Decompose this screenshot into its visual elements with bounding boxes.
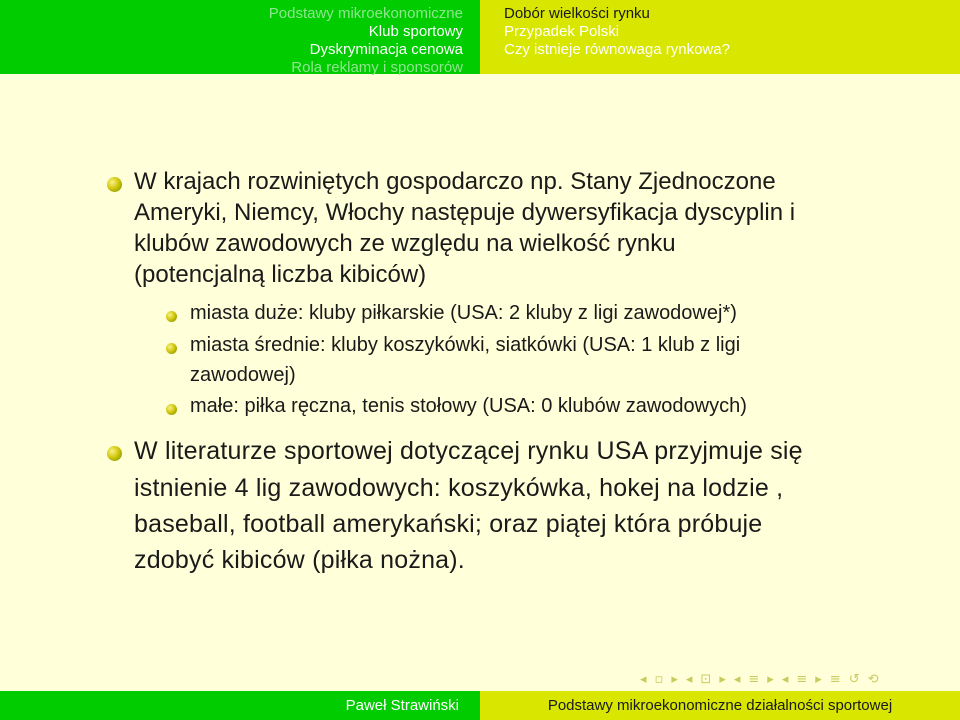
- bullet2-line: zdobyć kibiców (piłka nożna).: [134, 546, 465, 574]
- nav-section-icon[interactable]: ≡: [796, 672, 808, 687]
- subitem-line: zawodowej): [190, 364, 296, 386]
- nav-prev-subsection-icon[interactable]: ◂: [733, 672, 741, 687]
- sub-bullet-icon: [166, 404, 177, 415]
- footer-title: Podstawy mikroekonomiczne działalności sportowej: [480, 691, 960, 720]
- bullet1-line: klubów zawodowych ze względu na wielkość rynku: [134, 230, 676, 257]
- bullet1-line: W krajach rozwiniętych gospodarczo np. Stany Zjednoczone: [134, 168, 776, 195]
- nav-frame-icon[interactable]: ▫: [654, 672, 664, 687]
- nav-section-dyskryminacja[interactable]: Dyskryminacja cenowa: [309, 41, 463, 58]
- nav-section-klub-sportowy[interactable]: Klub sportowy: [368, 23, 463, 40]
- nav-next-slide-icon[interactable]: ▸: [719, 672, 726, 687]
- nav-toc-icon[interactable]: ≡: [829, 672, 841, 687]
- nav-next-subsection-icon[interactable]: ▸: [767, 672, 774, 687]
- footer-author: Paweł Strawiński: [0, 691, 480, 720]
- bullet1-line: (potencjalną liczba kibiców): [134, 261, 427, 288]
- subitem-line: miasta duże: kluby piłkarskie (USA: 2 kluby z ligi zawodowej*): [190, 302, 737, 324]
- nav-back-icon[interactable]: ↺: [848, 672, 860, 687]
- nav-slide-icon[interactable]: ⊡: [700, 672, 712, 687]
- bullet1-line: Ameryki, Niemcy, Włochy następuje dywersyfikacja dyscyplin i: [134, 199, 796, 226]
- nav-subsection-icon[interactable]: ≡: [748, 672, 760, 687]
- bullet2-line: baseball, football amerykański; oraz piątej która próbuje: [134, 510, 763, 538]
- subitem-line: małe: piłka ręczna, tenis stołowy (USA: 0 klubów zawodowych): [190, 395, 747, 417]
- nav-next-frame-icon[interactable]: ▸: [671, 672, 678, 687]
- nav-prev-section-icon[interactable]: ◂: [781, 672, 789, 687]
- nav-subsection-rownowaga[interactable]: Czy istnieje równowaga rynkowa?: [504, 41, 730, 58]
- sub-bullet-icon: [166, 343, 177, 354]
- nav-subsection-przypadek[interactable]: Przypadek Polski: [504, 23, 620, 40]
- nav-subsection-dobor[interactable]: Dobór wielkości rynku: [504, 5, 650, 22]
- bullet-icon: [107, 446, 122, 461]
- subitem-line: miasta średnie: kluby koszykówki, siatkówki (USA: 1 klub z ligi: [190, 334, 741, 356]
- navigation-symbols: [640, 672, 950, 690]
- nav-next-section-icon[interactable]: ▸: [815, 672, 822, 687]
- nav-section-podstawy[interactable]: Podstawy mikroekonomiczne: [268, 5, 463, 22]
- bullet2-line: W literaturze sportowej dotyczącej rynku USA przyjmuje się: [134, 437, 803, 465]
- nav-prev-slide-icon[interactable]: ◂: [685, 672, 693, 687]
- nav-section-rola-reklamy[interactable]: Rola reklamy i sponsorów: [291, 59, 463, 76]
- nav-search-icon[interactable]: ⟲: [867, 672, 879, 687]
- sub-bullet-icon: [166, 311, 177, 322]
- bullet-icon: [107, 177, 122, 192]
- footer-bar: [0, 691, 960, 720]
- bullet2-line: istnienie 4 lig zawodowych: koszykówka, hokej na lodzie ,: [134, 474, 784, 502]
- nav-prev-frame-icon[interactable]: ◂: [640, 672, 647, 687]
